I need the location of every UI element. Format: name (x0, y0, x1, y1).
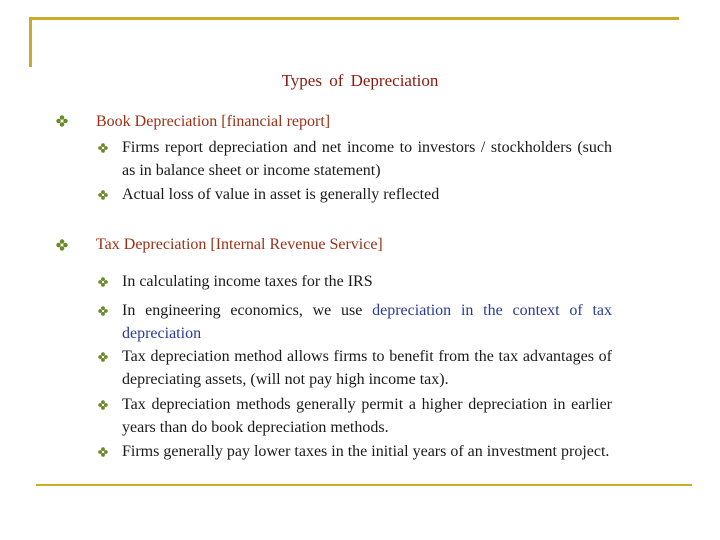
diamond-bullet-icon (98, 447, 108, 457)
slide-title: Types of Depreciation (281, 71, 439, 90)
tax-item-income-taxes: In calculating income taxes for the IRS (122, 273, 373, 290)
diamond-bullet-icon (98, 277, 108, 287)
diamond-bullet-icon (56, 115, 68, 127)
highlighted-tax-context-text: depreciation in the context of tax depreciation (122, 302, 612, 342)
diamond-bullet-icon (98, 190, 108, 200)
diamond-bullet-icon (98, 306, 108, 316)
diamond-bullet-icon (98, 400, 108, 410)
engineering-economics-text: In engineering economics, we use (122, 302, 373, 319)
slide-frame-top-line (29, 17, 679, 20)
book-item-actual-loss: Actual loss of value in asset is generally reflected (122, 186, 440, 203)
book-item-firms-report: Firms report depreciation and net income to investors / stockholders (such as in balance sheet or income statement) (122, 139, 612, 179)
diamond-bullet-icon (56, 239, 68, 251)
slide-frame-bottom-line (36, 484, 692, 486)
diamond-bullet-icon (98, 143, 108, 153)
tax-item-method-benefit: Tax depreciation method allows firms to benefit from the tax advantages of depreciating assets, (will not pay high income tax). (122, 348, 612, 388)
section-heading-book-depreciation: Book Depreciation [financial report] (96, 113, 331, 130)
section-heading-tax-depreciation: Tax Depreciation [Internal Revenue Service] (96, 236, 383, 253)
tax-item-engineering-economics (122, 299, 612, 345)
tax-item-lower-taxes: Firms generally pay lower taxes in the initial years of an investment project. (122, 443, 610, 460)
diamond-bullet-icon (98, 352, 108, 362)
slide-frame-left-line (29, 17, 32, 67)
tax-item-higher-depreciation: Tax depreciation methods generally permit a higher depreciation in earlier years than do book depreciation methods. (122, 396, 612, 436)
